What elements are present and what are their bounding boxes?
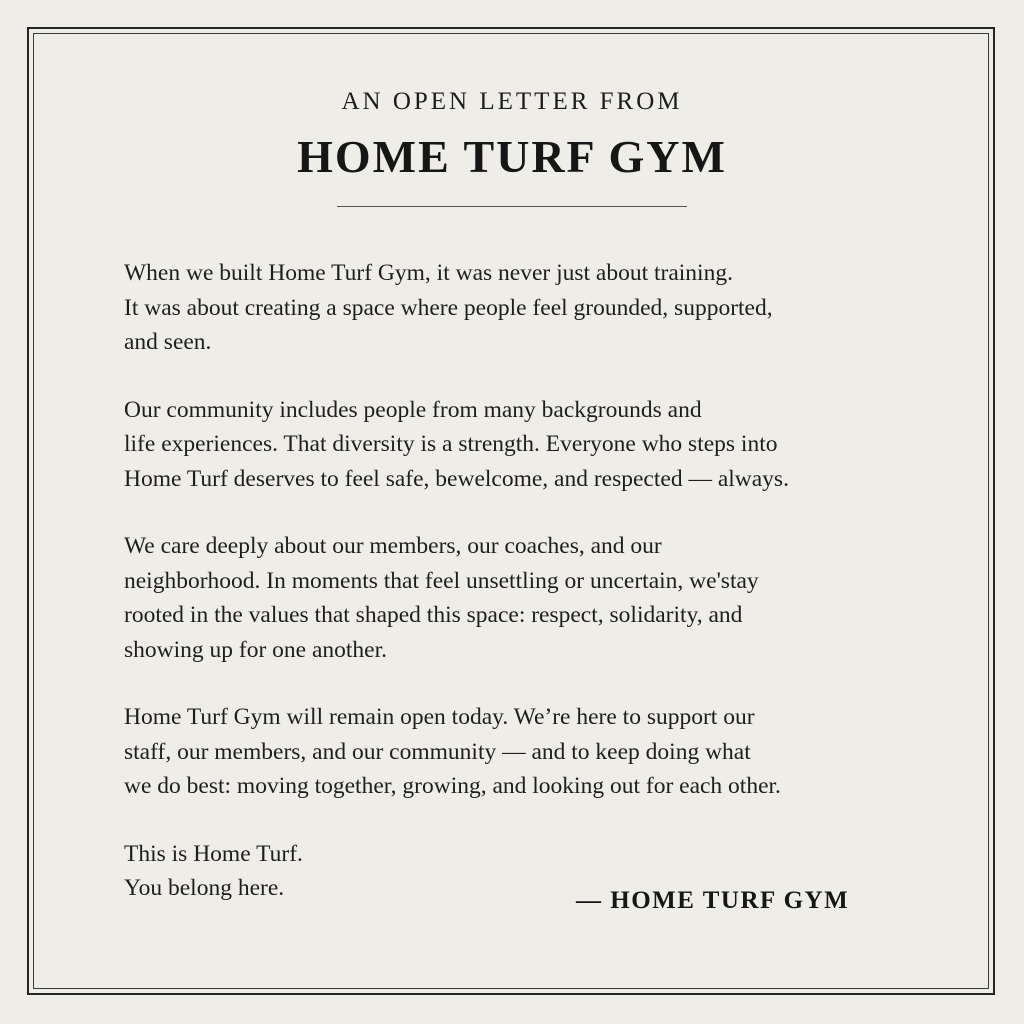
paragraph-line: Our community includes people from many backgrounds and [124,396,702,423]
paragraph-line: staff, our members, and our community — and to keep doing what [124,738,751,765]
closing-line: You belong here. [124,875,285,901]
paragraph-line: showing up for one another. [124,636,388,663]
paragraph-1 [124,256,924,360]
letter-signature: — HOME TURF GYM [576,887,850,914]
paragraph-4 [124,700,924,804]
paragraph-line: When we built Home Turf Gym, it was never just about training. [124,260,733,286]
paragraph-line: we do best: moving together, growing, and looking out for each other. [124,773,781,799]
paragraph-2 [124,393,924,497]
paragraph-3 [124,529,924,667]
paragraph-line: neighborhood. In moments that feel unsettling or uncertain, we'stay [124,567,759,594]
closing-line: This is Home Turf. [124,840,303,867]
paragraph-line: Home Turf Gym will remain open today. We’re here to support our [124,704,755,730]
letter-kicker: AN OPEN LETTER FROM [341,88,683,115]
paragraph-line: life experiences. That diversity is a strength. Everyone who steps into [124,431,778,457]
paragraph-line: It was about creating a space where people feel grounded, supported, [124,294,773,321]
paragraph-line: Home Turf deserves to feel safe, bewelcome, and respected — always. [124,465,789,492]
paragraph-line: We care deeply about our members, our coaches, and our [124,533,662,559]
title-divider [337,206,687,207]
letter-body [124,256,924,906]
letter-title: HOME TURF GYM [297,131,727,182]
paragraph-line: and seen. [124,329,212,355]
paragraph-line: rooted in the values that shaped this space: respect, solidarity, and [124,602,743,628]
